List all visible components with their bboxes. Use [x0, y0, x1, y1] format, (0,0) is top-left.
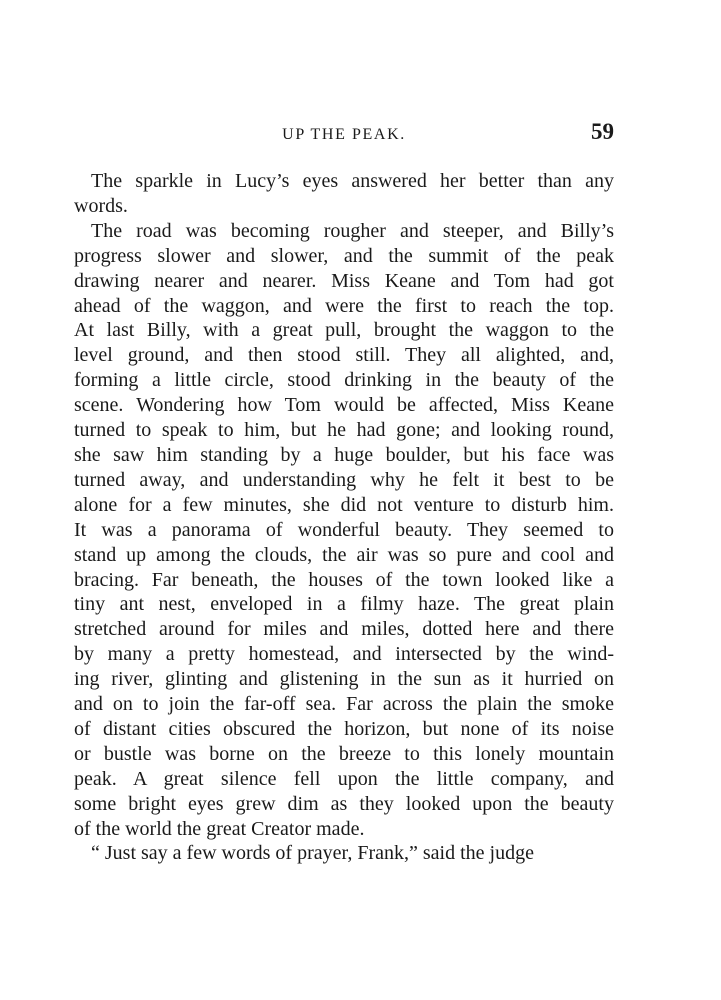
running-title: UP THE PEAK. [282, 126, 406, 143]
page-header [74, 118, 614, 152]
text-line: The sparkle in Lucy’s eyes answered her better than any [91, 170, 614, 192]
text-line: and on to join the far-off sea. Far across the plain the smoke [74, 693, 614, 716]
text-line: The road was becoming rougher and steeper, and Billy’s [91, 219, 614, 242]
text-line: peak. A great silence fell upon the little company, and [74, 767, 614, 790]
text-line: level ground, and then stood still. They all alighted, and, [74, 344, 614, 367]
text-line: alone for a few minutes, she did not venture to disturb him. [74, 493, 614, 516]
text-line: “ Just say a few words of prayer, Frank,” said the judge [91, 842, 534, 865]
text-line: forming a little circle, stood drinking in the beauty of the [74, 369, 614, 392]
text-line: progress slower and slower, and the summit of the peak [74, 244, 614, 267]
text-line: some bright eyes grew dim as they looked upon the beauty [74, 792, 614, 815]
body-text [74, 169, 614, 866]
text-line: stand up among the clouds, the air was so pure and cool and [74, 543, 614, 566]
text-line: scene. Wondering how Tom would be affected, Miss Keane [74, 394, 614, 417]
text-line: ahead of the waggon, and were the first to reach the top. [74, 294, 614, 317]
text-line: turned to speak to him, but he had gone; and looking round, [74, 419, 614, 442]
text-line: or bustle was borne on the breeze to this lonely mountain [74, 742, 614, 765]
text-line: ing river, glinting and glistening in the sun as it hurried on [74, 668, 614, 691]
paragraph [74, 841, 614, 866]
text-line: of distant cities obscured the horizon, but none of its noise [74, 717, 614, 740]
text-line: turned away, and understanding why he felt it best to be [74, 468, 614, 491]
text-line: stretched around for miles and miles, dotted here and there [74, 618, 614, 641]
paragraph [74, 219, 614, 842]
text-line: by many a pretty homestead, and intersected by the wind- [74, 643, 614, 666]
text-line: bracing. Far beneath, the houses of the town looked like a [74, 568, 614, 591]
text-line: tiny ant nest, enveloped in a filmy haze. The great plain [74, 593, 614, 616]
text-line: she saw him standing by a huge boulder, but his face was [74, 443, 614, 466]
paragraph [74, 169, 614, 219]
text-line: It was a panorama of wonderful beauty. They seemed to [74, 518, 614, 541]
text-line: of the world the great Creator made. [74, 817, 365, 840]
page-number: 59 [591, 119, 614, 144]
text-line: words. [74, 194, 128, 217]
text-line: drawing nearer and nearer. Miss Keane and Tom had got [74, 269, 614, 292]
text-line: At last Billy, with a great pull, brought the waggon to the [74, 319, 614, 342]
